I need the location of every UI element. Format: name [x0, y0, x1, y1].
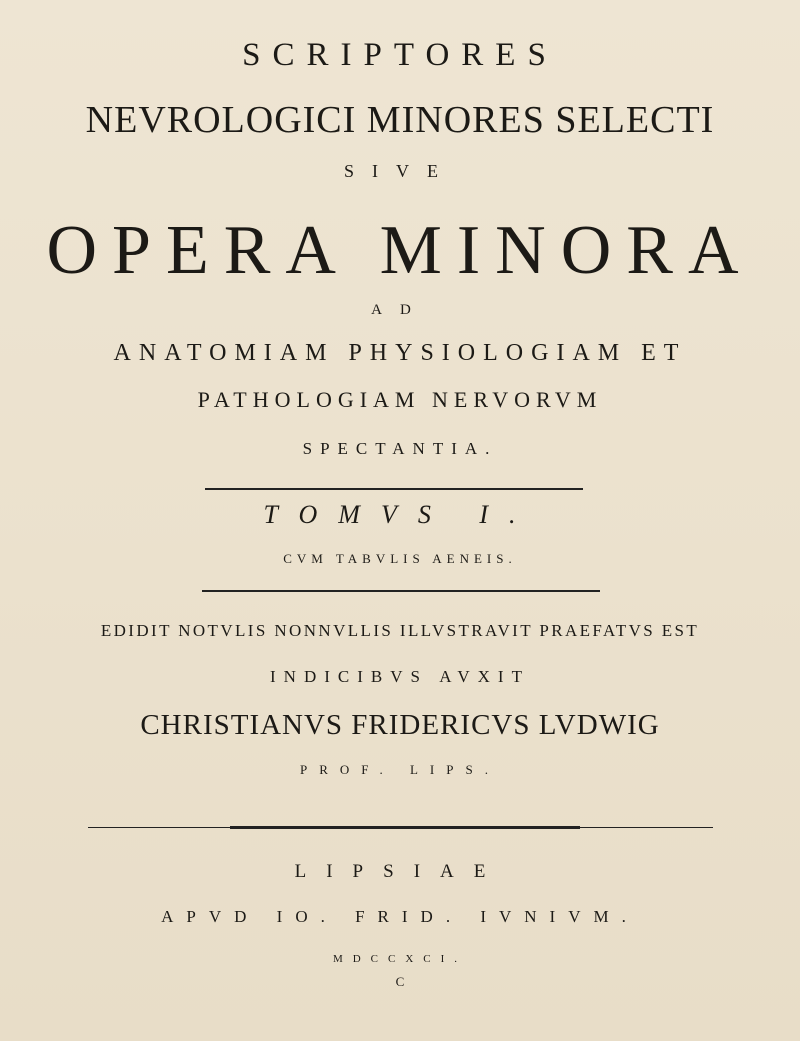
- subject-line-2: PATHOLOGIAM NERVORVM: [197, 387, 603, 412]
- main-title: OPERA MINORA: [46, 212, 754, 289]
- series-title: NEVROLOGICI MINORES SELECTI: [85, 99, 715, 141]
- conjunction-sive: SIVE: [344, 161, 456, 181]
- preposition-ad: AD: [371, 302, 429, 318]
- editor-line-2: INDICIBVS AVXIT: [270, 667, 530, 686]
- divider-rule-2: [202, 590, 600, 592]
- subject-line-1: ANATOMIAM PHYSIOLOGIAM ET: [113, 340, 687, 366]
- imprint-place: LIPSIAE: [294, 861, 506, 882]
- divider-rule-3-thick: [230, 826, 580, 829]
- plates-note: CVM TABVLIS AENEIS.: [283, 551, 517, 566]
- imprint-publisher: APVD IO. FRID. IVNIVM.: [161, 907, 639, 926]
- spectantia-line: SPECTANTIA.: [302, 439, 498, 458]
- imprint-year: MDCCXCI.: [332, 953, 468, 965]
- editor-name: CHRISTIANVS FRIDERICVS LVDWIG: [140, 709, 660, 741]
- editor-title: PROF. LIPS.: [300, 762, 500, 777]
- editor-line-1: EDIDIT NOTVLIS NONNVLLIS ILLVSTRAVIT PRAEFATVS EST: [100, 621, 700, 640]
- volume-label: TOMVS I.: [263, 500, 537, 529]
- series-heading: SCRIPTORES: [242, 37, 558, 73]
- divider-rule-1: [205, 488, 583, 490]
- signature-mark: C: [395, 974, 405, 989]
